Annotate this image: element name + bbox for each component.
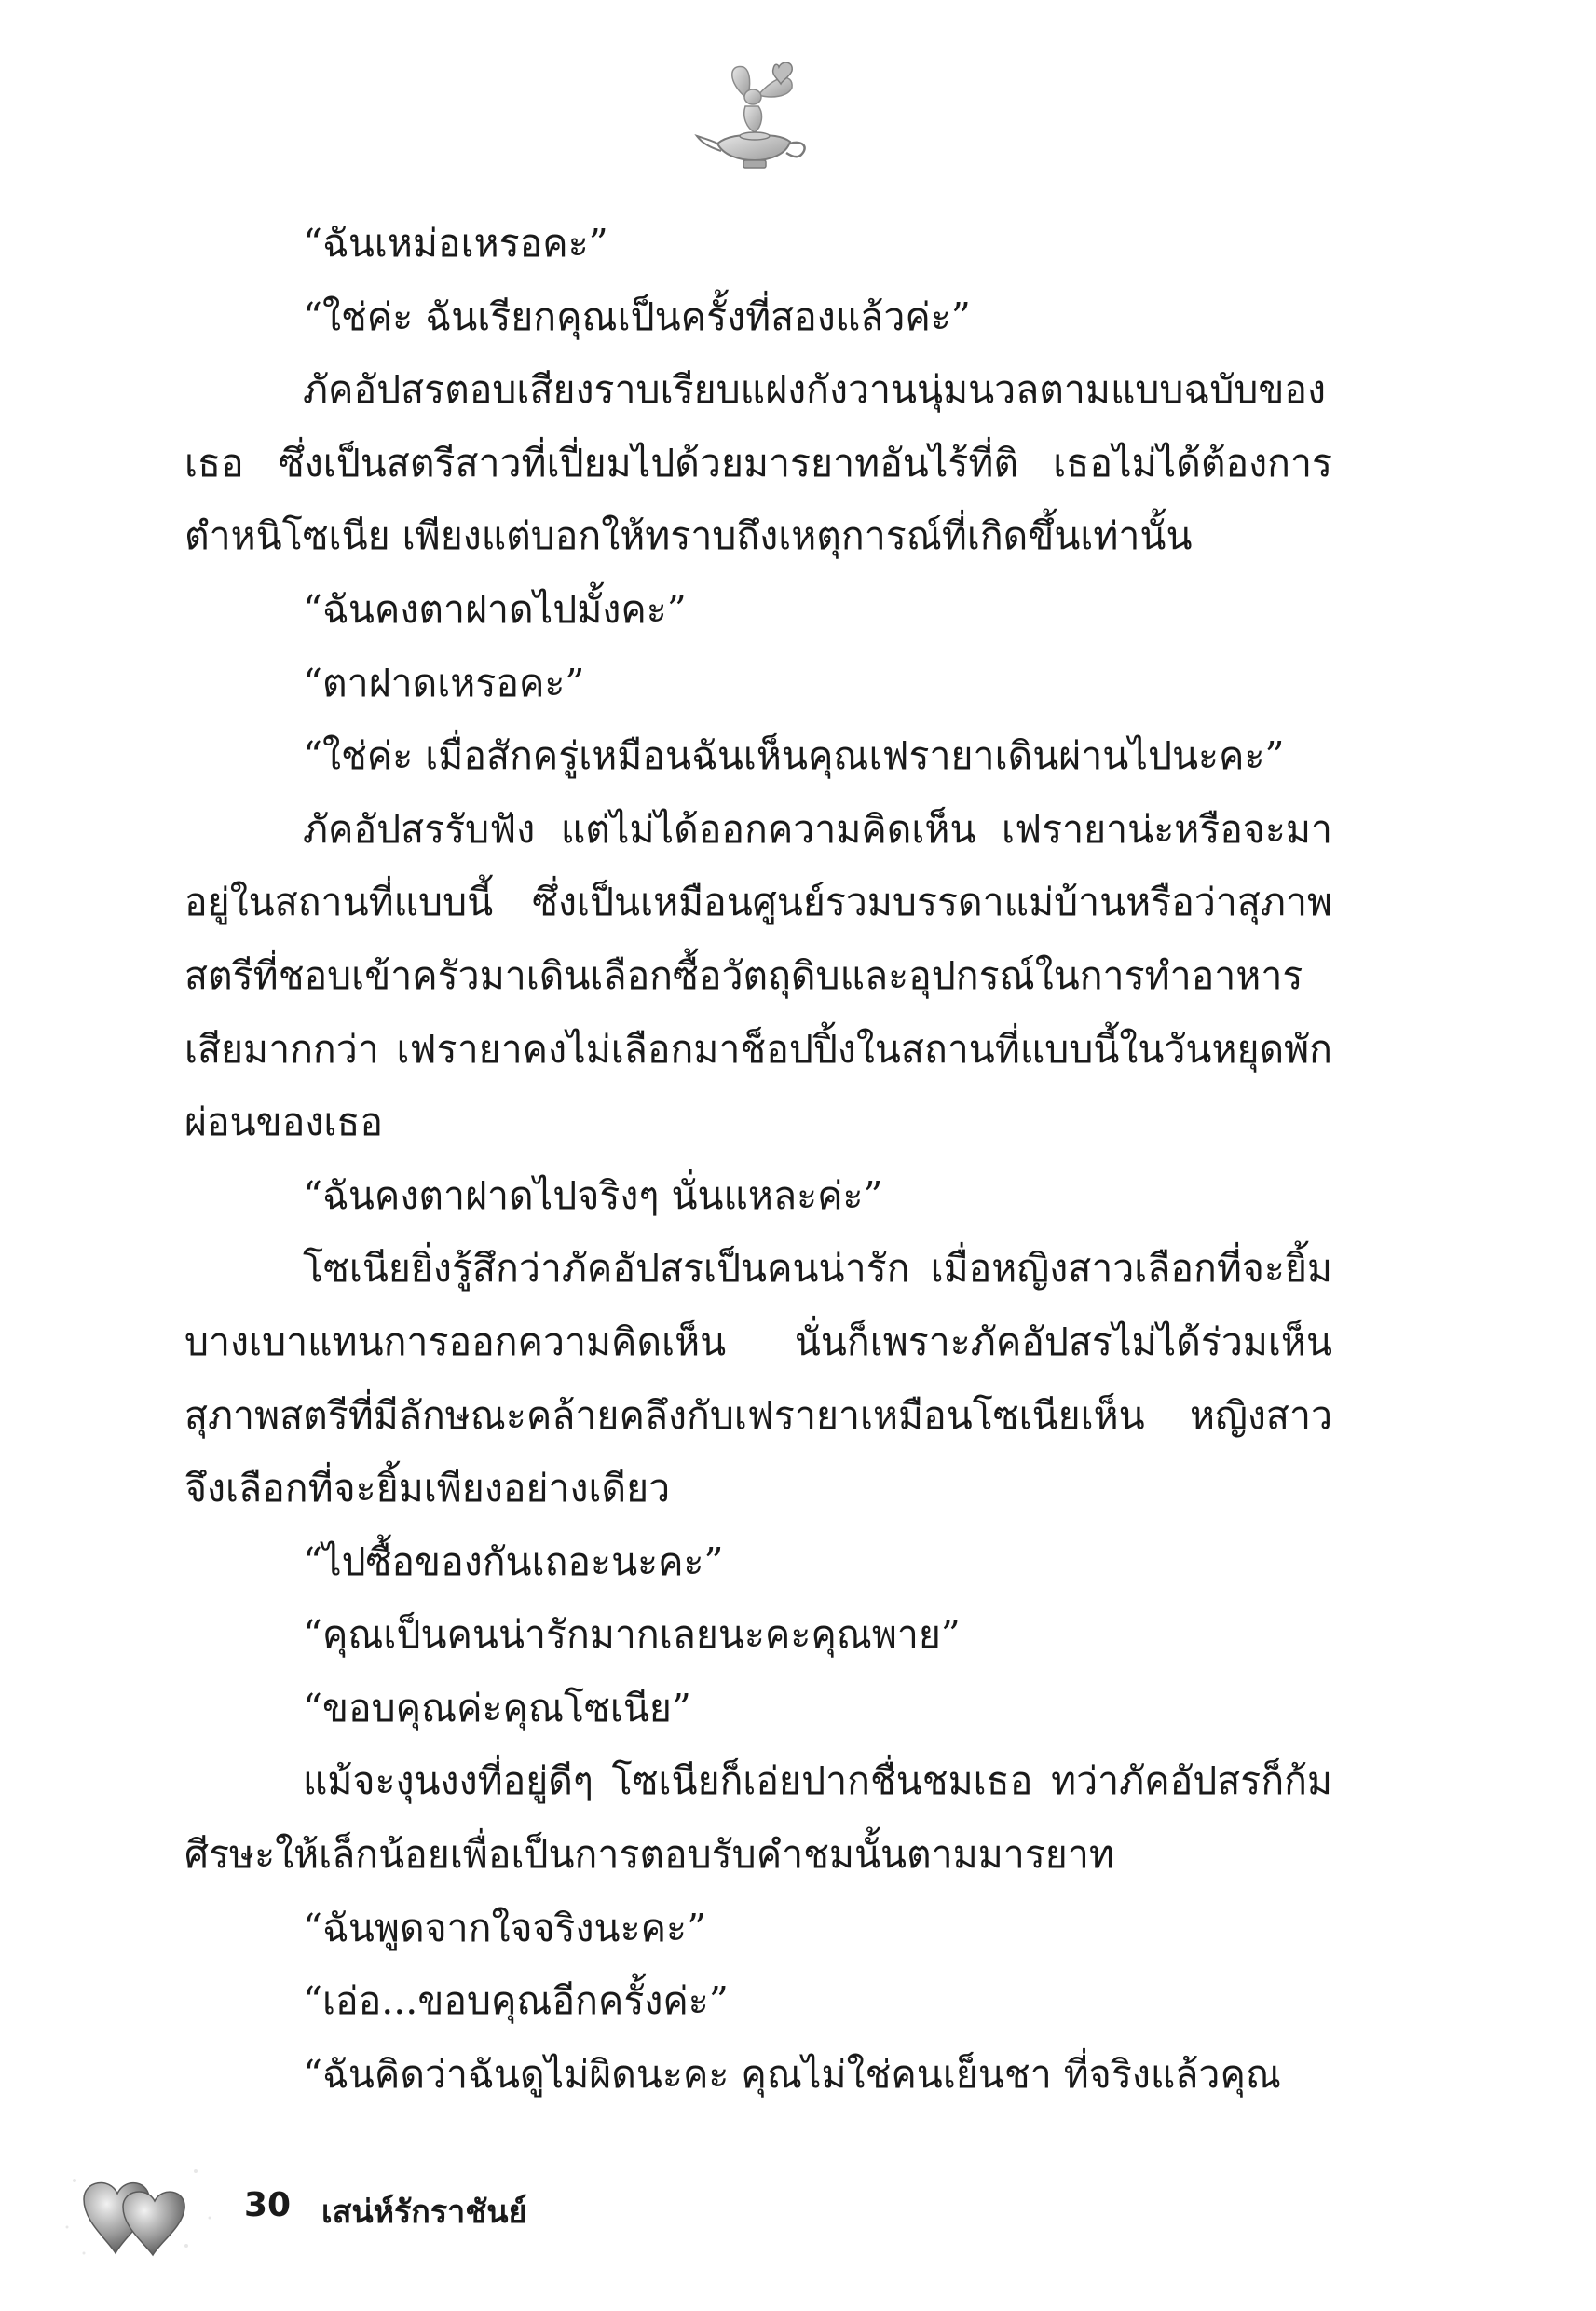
paragraph: “ใช่ค่ะ เมื่อสักครู่เหมือนฉันเห็นคุณเฟรายาเดินผ่านไปนะคะ” xyxy=(303,733,1285,779)
body-text xyxy=(184,207,1332,2111)
paragraph: “ขอบคุณค่ะคุณโซเนีย” xyxy=(303,1685,691,1730)
page-footer xyxy=(0,2143,1596,2274)
paragraph: แม้จะงุนงงที่อยู่ดีๆ โซเนียก็เอ่ยปากชื่นชมเธอ ทว่าภัคอัปสรก็ก้มศีรษะให้เล็กน้อยเพื่อเป็นการตอบรับคำชมนั้นตามมารยาท xyxy=(184,1758,1332,1878)
hearts-icon xyxy=(56,2153,224,2264)
paragraph: โซเนียยิ่งรู้สึกว่าภัคอัปสรเป็นคนน่ารัก เมื่อหญิงสาวเลือกที่จะยิ้มบางเบาแทนการออกความคิดเห็น นั่นก็เพราะภัคอัปสรไม่ได้ร่วมเห็นสุภาพสตรีที่มีลักษณะคล้ายคลึงกับเฟรายาเหมือนโซเนียเห็น หญิงสาวจึงเลือกที่จะยิ้มเพียงอย่างเดียว xyxy=(184,1246,1332,1511)
paragraph: “คุณเป็นคนน่ารักมากเลยนะคะคุณพาย” xyxy=(303,1612,961,1658)
paragraph: “ตาฝาดเหรอคะ” xyxy=(303,660,585,705)
cupid-lamp-icon xyxy=(689,54,820,175)
paragraph: “ฉันคงตาฝาดไปมั้งคะ” xyxy=(303,586,687,632)
paragraph: ภัคอัปสรตอบเสียงราบเรียบแฝงกังวานนุ่มนวลตามแบบฉบับของเธอ ซึ่งเป็นสตรีสาวที่เปี่ยมไปด้วยมารยาทอันไร้ที่ติ เธอไม่ได้ต้องการตำหนิโซเนีย เพียงแต่บอกให้ทราบถึงเหตุการณ์ที่เกิดขึ้นเท่านั้น xyxy=(184,367,1332,559)
paragraph: ภัคอัปสรรับฟัง แต่ไม่ได้ออกความคิดเห็น เฟรายาน่ะหรือจะมาอยู่ในสถานที่แบบนี้ ซึ่งเป็นเหมือนศูนย์รวมบรรดาแม่บ้านหรือว่าสุภาพสตรีที่ชอบเข้าครัวมาเดินเลือกซื้อวัตถุดิบและอุปกรณ์ในการทำอาหารเสียมากกว่า เฟรายาคงไม่เลือกมาช็อปปิ้งในสถานที่แบบนี้ในวันหยุดพักผ่อนของเธอ xyxy=(184,806,1332,1145)
page-number: 30 xyxy=(244,2186,292,2224)
paragraph: “ฉันคงตาฝาดไปจริงๆ นั่นแหละค่ะ” xyxy=(303,1172,883,1218)
book-title: เสน่ห์รักราชันย์ xyxy=(321,2194,527,2231)
paragraph: “เอ่อ...ขอบคุณอีกครั้งค่ะ” xyxy=(303,1978,729,2024)
paragraph: “ใช่ค่ะ ฉันเรียกคุณเป็นครั้งที่สองแล้วค่ะ” xyxy=(303,294,971,339)
paragraph: “ฉันคิดว่าฉันดูไม่ผิดนะคะ คุณไม่ใช่คนเย็นชา ที่จริงแล้วคุณ xyxy=(303,2051,1281,2097)
paragraph: “ไปซื้อของกันเถอะนะคะ” xyxy=(303,1538,724,1584)
paragraph: “ฉันเหม่อเหรอคะ” xyxy=(303,221,608,266)
paragraph: “ฉันพูดจากใจจริงนะคะ” xyxy=(303,1905,707,1950)
